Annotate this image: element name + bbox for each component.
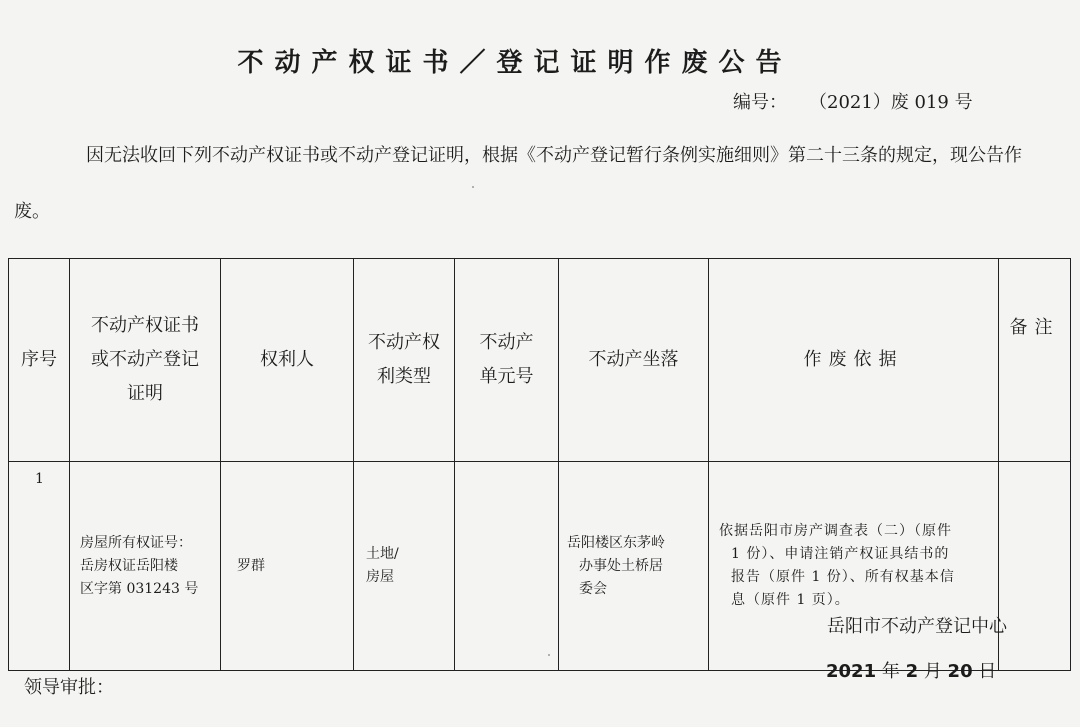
header-right-type-line1: 不动产权: [368, 332, 440, 353]
header-right-type-line2: 利类型: [377, 366, 431, 387]
document-number: [733, 88, 973, 114]
header-remarks: 备注: [999, 259, 1071, 462]
issue-date-year: 2021: [826, 661, 877, 682]
row-location: [559, 462, 709, 671]
issuing-organization: 岳阳市不动产登记中心: [827, 616, 1007, 637]
row-basis: [709, 462, 999, 671]
issue-date-year-char: 年: [876, 661, 906, 682]
issue-date-month-char: 月: [918, 661, 948, 682]
cancellation-table: [8, 258, 1071, 671]
document-number-value: （2021）废 019 号: [809, 92, 973, 113]
header-basis: 作废依据: [709, 259, 999, 462]
row-holder: 罗群: [221, 462, 354, 671]
row-right-type-line1: 土地/: [366, 546, 399, 562]
paper-speck: [548, 654, 550, 656]
header-unit-number: [455, 259, 559, 462]
row-basis-line4: 息（原件 1 页）。: [731, 592, 850, 608]
document-title: 不动产权证书／登记证明作废公告: [237, 48, 793, 78]
row-unit-number: [455, 462, 559, 671]
row-location-line3: 委会: [579, 580, 607, 597]
header-certificate-line2: 或不动产登记: [91, 349, 199, 370]
issue-date: [826, 657, 996, 683]
header-holder: 权利人: [221, 259, 354, 462]
document-number-label: 编号：: [733, 92, 787, 113]
row-seq: 1: [9, 462, 70, 671]
row-basis-line3: 报告（原件 1 份）、所有权基本信: [731, 569, 955, 585]
header-certificate: [70, 259, 221, 462]
row-location-line1: 岳阳楼区东茅岭: [567, 534, 665, 551]
header-right-type: [354, 259, 455, 462]
table-row: [9, 462, 1071, 671]
header-location: 不动产坐落: [559, 259, 709, 462]
header-certificate-line3: 证明: [127, 383, 163, 404]
header-unit-number-line1: 不动产: [479, 332, 534, 353]
row-certificate-line2: 岳房权证岳阳楼: [80, 557, 178, 574]
issue-date-day-char: 日: [972, 661, 997, 682]
intro-paragraph: 因无法收回下列不动产权证书或不动产登记证明，根据《不动产登记暂行条例实施细则》第二十三条的规定，现公告作废。: [14, 145, 1022, 222]
approval-label: 领导审批：: [24, 677, 114, 698]
row-right-type-line2: 房屋: [366, 569, 394, 585]
row-certificate-line1: 房屋所有权证号：: [80, 534, 192, 551]
row-certificate-line3: 区字第 031243 号: [80, 580, 199, 597]
table-header-row: [9, 259, 1071, 462]
issue-date-month: 2: [905, 661, 919, 682]
issue-date-day: 20: [947, 661, 973, 682]
header-certificate-line1: 不动产权证书: [91, 315, 199, 336]
row-location-line2: 办事处土桥居: [579, 557, 663, 574]
row-certificate: [70, 462, 221, 671]
row-right-type: [354, 462, 455, 671]
header-unit-number-line2: 单元号: [479, 366, 534, 387]
paper-speck: [472, 186, 474, 188]
row-basis-line2: 1 份）、申请注销产权证具结书的: [731, 546, 950, 562]
row-basis-line1: 依据岳阳市房产调查表（二）（原件: [719, 523, 952, 539]
row-remarks: [999, 462, 1071, 671]
header-seq: 序号: [9, 259, 70, 462]
